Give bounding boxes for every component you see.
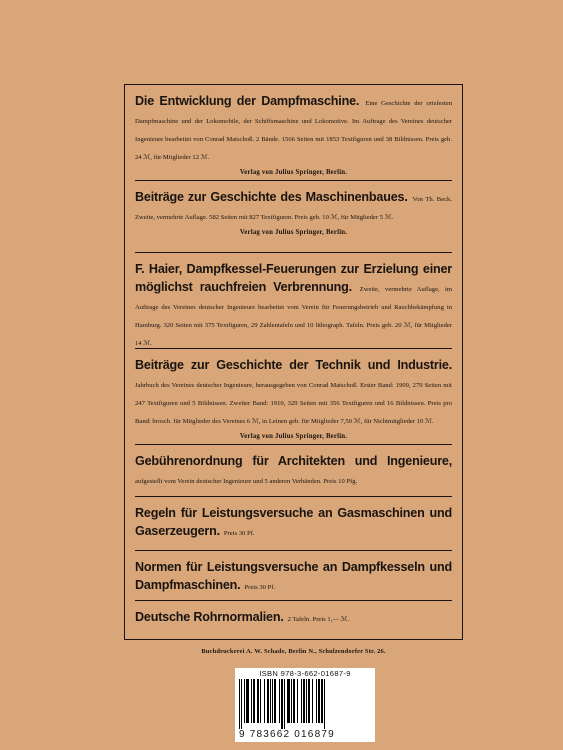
isbn-barcode <box>235 668 375 742</box>
printer-imprint: Buchdruckerei A. W. Schade, Berlin N., Schulzendorfer Str. 26. <box>201 648 386 655</box>
ad-title: Die Entwicklung der Dampfmaschine. <box>135 94 360 108</box>
ad-title: Normen für Leistungsversuche an Dampfkesseln und Dampfmaschinen. <box>135 560 452 592</box>
ad-description: Preis 30 Pf. <box>223 530 255 537</box>
barcode-stripe <box>325 679 326 723</box>
ad-title: Beiträge zur Geschichte des Maschinenbaues. <box>135 190 408 204</box>
ad-dampfkessel-feuerungen <box>135 253 452 349</box>
ad-publisher: Verlag von Julius Springer, Berlin. <box>239 229 348 236</box>
ad-publisher: Verlag von Julius Springer, Berlin. <box>239 169 348 176</box>
barcode-digits: 9 783662 016879 <box>239 729 335 740</box>
ad-dampfmaschine <box>135 85 452 181</box>
ad-title: Gebührenordnung für Architekten und Ingenieure, <box>135 454 452 468</box>
ad-description: aufgestellt vom Verein deutscher Ingenieure und 5 anderen Verbänden. Preis 10 Pfg. <box>135 478 358 485</box>
barcode-bars <box>239 679 371 729</box>
ad-description: Von Th. Beck. Zweite, vermehrte Auflage. 582 Seiten mit 827 Textfiguren. Preis geb. 10 ℳ, für Mitglieder 5 ℳ. <box>135 196 452 221</box>
ad-gebuehrenordnung <box>135 445 452 497</box>
ad-gasmaschinen <box>135 497 452 551</box>
ad-title: Beiträge zur Geschichte der Technik und Industrie. <box>135 358 452 372</box>
advertisement-frame <box>124 84 463 640</box>
ad-rohrnormalien <box>135 601 452 635</box>
ad-publisher: Verlag von Julius Springer, Berlin. <box>239 433 348 440</box>
ad-title: F. Haier, Dampfkessel-Feuerungen zur Erzielung einer möglichst rauchfreien Verbrennung. <box>135 262 452 294</box>
ad-description: 2 Tafeln. Preis 1,— ℳ. <box>287 616 350 623</box>
isbn-label: ISBN 978-3-662-01687-9 <box>259 669 351 678</box>
ad-title: Regeln für Leistungsversuche an Gasmaschinen und Gaserzeugern. <box>135 506 452 538</box>
ad-description: Preis 30 Pf. <box>244 584 276 591</box>
ad-maschinenbau <box>135 181 452 253</box>
ad-technik-industrie <box>135 349 452 445</box>
ad-dampfkesseln <box>135 551 452 601</box>
ad-description: Zweite, vermehrte Auflage, im Auftrage des Vereines deutscher Ingenieure bearbeitet vom Verein für Feuerungsbetrieb und Rauchbekämpfung in Hamburg. 320 Seiten mit 375 Textfiguren, 29 Zahlentafeln und 10 lithograph. Tafeln. Preis geb. 20 ℳ, für Mitglieder 14 ℳ. <box>135 286 452 347</box>
ad-description: Eine Geschichte der ortsfesten Dampfmaschine und der Lokomobile, der Schiffsmaschine und Lokomotive. Im Auftrage des Vereines deutscher Ingenieure bearbeitet von Conrad Matschoß. 2 Bände. 1566 Seiten mit 1853 Textfiguren und 38 Bildnissen. Preis geb. 24 ℳ, für Mitglieder 12 ℳ. <box>135 100 452 161</box>
ad-description: Jahrbuch des Vereines deutscher Ingenieure, herausgegeben von Conrad Matschoß. Erster Band: 1909, 279 Seiten mit 247 Textfiguren und 5 Bildnissen. Zweiter Band: 1910, 329 Seiten mit 356 Textfiguren und 16 Bildnissen. Preis pro Band: brosch. für Mitglieder des Vereines 6 ℳ, in Leinen geb. für Mitglieder 7,50 ℳ, für Nichtmitglieder 10 ℳ. <box>135 382 452 425</box>
ad-title: Deutsche Rohrnormalien. <box>135 610 284 624</box>
